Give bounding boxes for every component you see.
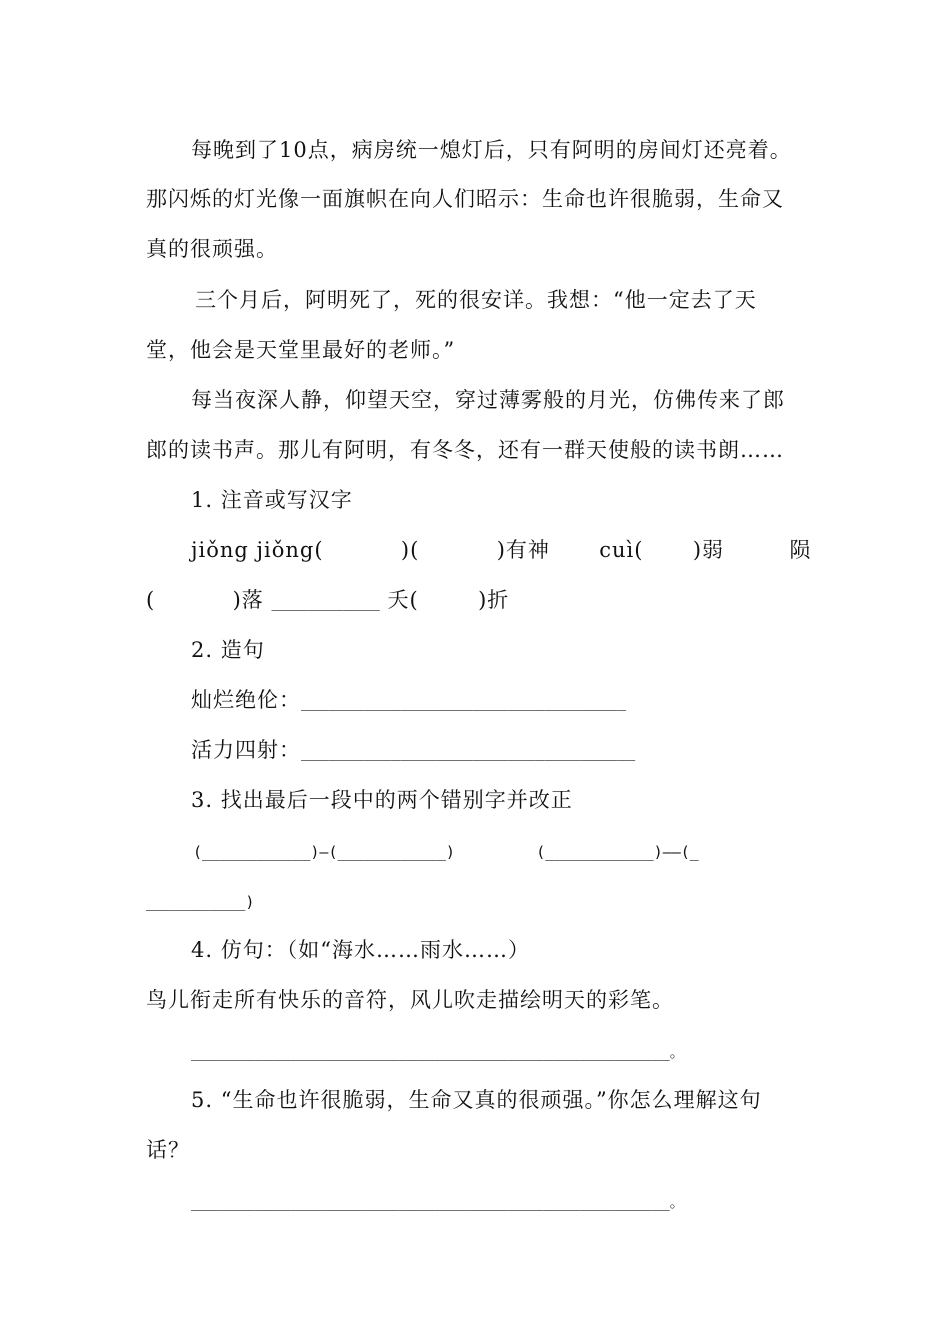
pinyin-cui: cuì( (599, 538, 644, 562)
question-5-answer-line (191, 1185, 806, 1215)
bracket-open: ( (146, 588, 156, 612)
question-4-example: 鸟儿衔走所有快乐的音符，风儿吹走描绘明天的彩笔。 (146, 988, 674, 1012)
question-5-title: 5. “生命也许很脆弱，生命又真的很顽强。”你怎么理解这句 (191, 1088, 762, 1112)
passage-paragraph-3-line-1: 每当夜深人静，仰望天空，穿过薄雾般的月光，仿佛传来了郎 (191, 388, 785, 412)
question-2-item-1 (191, 685, 806, 715)
question-2-title: 2. 造句 (191, 638, 265, 662)
item-label: 灿烂绝伦： (191, 688, 301, 712)
passage-paragraph-1-line-1: 每晚到了10点，病房统一熄灯后，只有阿明的房间灯还亮着。 (191, 138, 792, 162)
word-youshen: )有神 (496, 538, 550, 562)
answer-line[interactable]: _____________________________________ (301, 743, 636, 761)
correction-pair-1[interactable]: (____________)—(____________) (193, 843, 455, 861)
question-5-title-line-2: 话？ (146, 1138, 190, 1162)
question-1-line-1 (191, 535, 812, 565)
item-label: 活力四射： (191, 738, 301, 762)
word-yao: 夭( (387, 588, 419, 612)
pinyin-jiongjiong: jiǒng jiǒng( (191, 538, 324, 562)
char-yun: 陨 (789, 538, 812, 562)
question-1-line-2 (146, 585, 806, 615)
correction-continuation[interactable]: ___________) (146, 893, 255, 911)
bracket-close-open: )( (400, 538, 420, 562)
answer-line[interactable]: _____________________________________________________。 (191, 1043, 685, 1061)
answer-line[interactable]: ____________________________________ (301, 693, 627, 711)
answer-line[interactable]: ____________ (271, 593, 380, 611)
passage-paragraph-1-line-2: 那闪烁的灯光像一面旗帜在向人们昭示：生命也许很脆弱，生命又 (146, 187, 784, 211)
question-4-title: 4. 仿句：（如“海水……雨水……） (191, 938, 530, 962)
question-3-title: 3. 找出最后一段中的两个错别字并改正 (191, 788, 573, 812)
correction-pair-2[interactable]: (____________)——(_ (536, 843, 699, 861)
word-luo: )落 (232, 588, 264, 612)
word-zhe: )折 (478, 588, 510, 612)
passage-paragraph-2-line-2: 堂，他会是天堂里最好的老师。” (146, 338, 456, 362)
question-3-line-2 (146, 885, 806, 915)
question-1-title: 1. 注音或写汉字 (191, 488, 353, 512)
word-ruo: )弱 (692, 538, 725, 562)
answer-line[interactable]: _____________________________________________________。 (191, 1193, 685, 1211)
passage-paragraph-3-line-2: 郎的读书声。那儿有阿明，有冬冬，还有一群天使般的读书朗…… (146, 438, 784, 462)
question-2-item-2 (191, 735, 806, 765)
passage-paragraph-2-line-1: 三个月后，阿明死了，死的很安详。我想：“他一定去了天 (195, 288, 757, 312)
question-4-answer-line (191, 1035, 806, 1065)
passage-paragraph-1-line-3: 真的很顽强。 (146, 237, 278, 261)
question-3-line-1 (193, 835, 806, 865)
